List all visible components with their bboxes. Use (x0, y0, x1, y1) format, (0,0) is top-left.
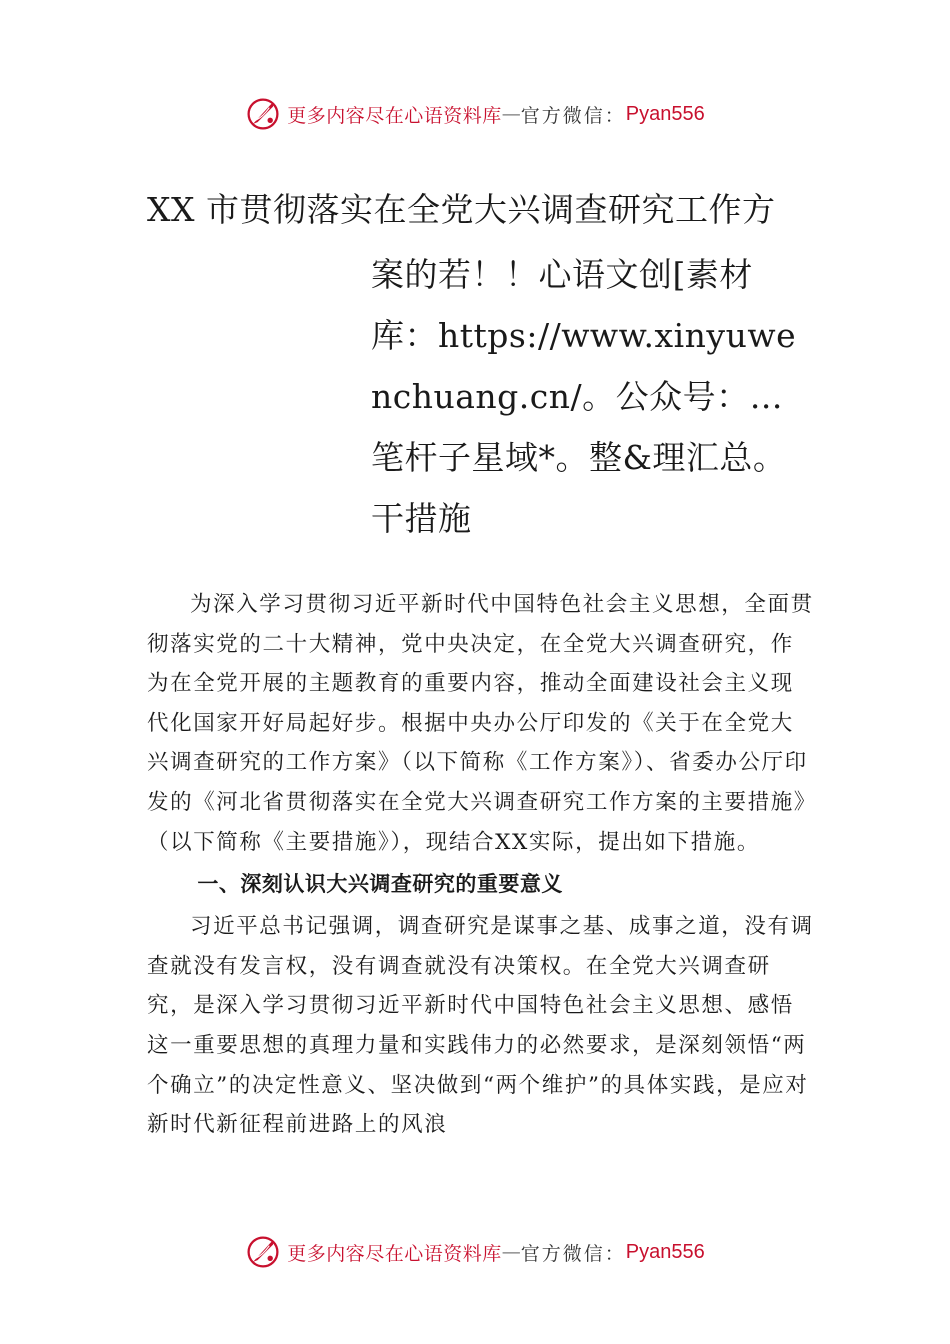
quill-logo-icon (245, 1234, 281, 1270)
intro-paragraph: 为深入学习贯彻习近平新时代中国特色社会主义思想，全面贯彻落实党的二十大精神，党中央决定，在全党大兴调查研究，作为在全党开展的主题教育的重要内容，推动全面建设社会主义现代化国家开好局起好步。根据中央办公厅印发的《关于在全党大兴调查研究的工作方案》（以下简称《工作方案》）、省委办公厅印发的《河北省贯彻落实在全党大兴调查研究工作方案的主要措施》（以下简称《主要措施》），现结合XX实际，提出如下措施。 (147, 592, 814, 855)
document-title-line1: XX 市贯彻落实在全党大兴调查研究工作方 (147, 190, 776, 229)
banner-wechat-id: Pyan556 (625, 1240, 705, 1263)
banner-wechat-id: Pyan556 (625, 102, 705, 125)
banner-brand-text: 更多内容尽在心语资料库 (287, 1242, 502, 1265)
banner-wechat-label: 官方微信： (520, 1242, 626, 1265)
banner-separator: — (501, 1241, 521, 1263)
section-1-paragraph: 习近平总书记强调，调查研究是谋事之基、成事之道，没有调查就没有发言权，没有调查就没有决策权。在全党大兴调查研究，是深入学习贯彻习近平新时代中国特色社会主义思想、感悟这一重要思想的真理力量和实践伟力的必然要求，是深刻领悟“两个确立”的决定性意义、坚决做到“两个维护”的具体实践，是应对新时代新征程前进路上的风浪 (147, 914, 814, 1138)
banner-wechat-label: 官方微信： (520, 104, 626, 127)
header-banner (0, 94, 950, 134)
quill-logo-icon (245, 96, 281, 132)
footer-banner (0, 1232, 950, 1272)
banner-separator: — (501, 103, 521, 125)
document-title-continuation: 案的若！！心语文创[素材库：https://www.xinyuwenchuang.cn/。公众号：…笔杆子星域*。整&理汇总。干措施 (371, 255, 797, 538)
banner-brand-text: 更多内容尽在心语资料库 (287, 104, 502, 127)
section-heading-1: 一、深刻认识大兴调查研究的重要意义 (197, 872, 563, 897)
document-body (147, 585, 815, 1145)
